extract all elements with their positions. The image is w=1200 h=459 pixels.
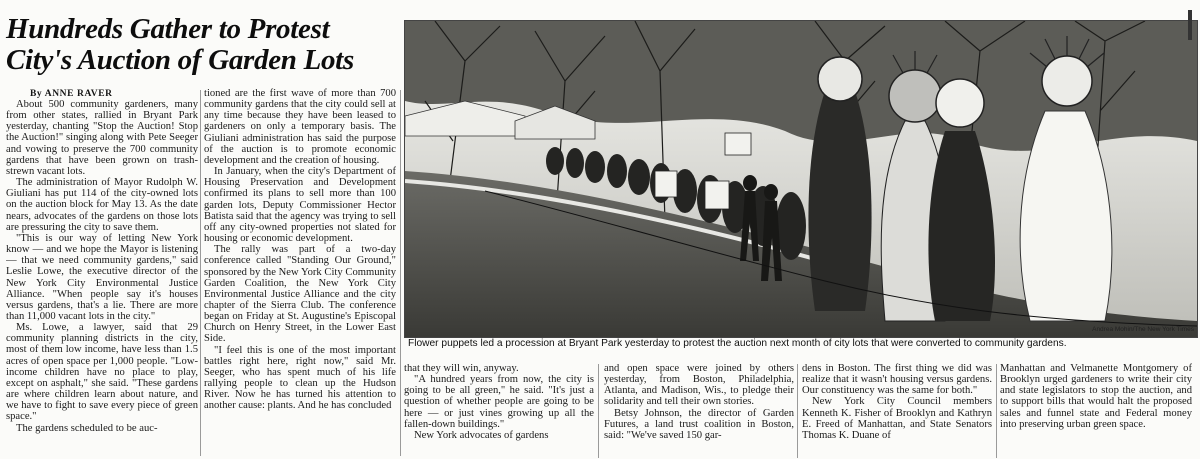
- photo-credit: Andrea Mohin/The New York Times: [1092, 326, 1194, 333]
- headline: [6, 14, 402, 76]
- paragraph: and open space were joined by others yesterday, from Boston, Philadelphia, Atlanta, and Madison, Wis., to pledge their solidarity and tell their own stories.: [604, 363, 794, 408]
- scan-mark: [1188, 10, 1192, 40]
- article-column-5: [802, 363, 992, 459]
- column-rule: [598, 364, 599, 458]
- paragraph: Manhattan and Velmanette Montgomery of Brooklyn urged gardeners to write their city and state legislators to stop the auction, and to support bills that would halt the proposed sales and funnel state and Federal money into preserving urban green space.: [1000, 363, 1192, 430]
- article-column-4: [604, 363, 794, 459]
- column-rule: [996, 364, 997, 458]
- protest-photo: [404, 20, 1198, 338]
- paragraph: In January, when the city's Department of Housing Preservation and Development confirmed its plans to sell more than 100 garden lots, Deputy Commissioner Hector Batista said that the agency was trying to sell off any city-owned properties not slated for housing or economic development.: [204, 166, 396, 245]
- paragraph: The gardens scheduled to be auc-: [16, 422, 158, 434]
- procession-image: [405, 21, 1197, 337]
- paragraph: The administration of Mayor Rudolph W. Giuliani has put 114 of the city-owned lots on the auction block for May 13. As the date nears, advocates of the gardens on those lots are pressuring the city to save them.: [6, 177, 198, 233]
- column-rule: [400, 90, 401, 456]
- byline: By ANNE RAVER: [30, 89, 113, 99]
- article-column-6: [1000, 363, 1192, 459]
- headline-line-1: Hundreds Gather to Protest: [6, 13, 330, 45]
- headline-line-2: City's Auction of Garden Lots: [6, 44, 354, 76]
- article-column-3: [404, 363, 594, 459]
- paragraph: that they will win, anyway.: [404, 363, 519, 374]
- photo-caption: Flower puppets led a procession at Bryant Park yesterday to protest the auction next month of city lots that were converted to community gardens.: [408, 338, 1067, 349]
- paragraph: "This is our way of letting New York know — and we hope the Mayor is listening — that we need community gardens," said Leslie Lowe, the executive director of the New York City Environmental Justice Alliance. "When people say it's houses versus gardens, that's a lie. There are more than 11,000 vacant lots in the city.": [6, 232, 198, 322]
- paragraph: Betsy Johnson, the director of Garden Futures, a land trust coalition in Boston, said: "We've saved 150 gar-: [604, 407, 794, 441]
- article-column-1: [6, 99, 198, 457]
- article-column-2: [204, 88, 396, 457]
- paragraph: "A hundred years from now, the city is going to be all green," he said. "It's just a question of whether people are going to be here — or just vines growing up all the fallen-down buildings.": [404, 374, 594, 430]
- paragraph: About 500 community gardeners, many from other states, rallied in Bryant Park yesterday, chanting "Stop the Auction! Stop the Auction!" singing along with Pete Seeger and vowing to preserve the 700 community gardens that have been grown on trash-strewn vacant lots.: [6, 99, 198, 177]
- column-rule: [797, 364, 798, 458]
- paragraph: dens in Boston. The first thing we did was realize that it wasn't housing versus gardens. Our constituency was the same for both.": [802, 363, 992, 397]
- paragraph: New York City Council members Kenneth K. Fisher of Brooklyn and Kathryn E. Freed of Manhattan, and State Senators Thomas K. Duane of: [802, 396, 992, 441]
- paragraph: "I feel this is one of the most important battles right here, right now," said Mr. Seeger, who has spent much of his life rallying people to clean up the Hudson River. Now he has turned his attention to another cause: plants. And he has concluded: [204, 344, 396, 412]
- paragraph: The rally was part of a two-day conference called "Standing Our Ground," sponsored by the New York City Community Garden Coalition, the New York City Environmental Justice Alliance and the city chapter of the Sierra Club. The conference began on Friday at St. Augustine's Episcopal Church on Henry Street, in the Lower East Side.: [204, 244, 396, 345]
- paragraph: Ms. Lowe, a lawyer, said that 29 community planning districts in the city, most of them low income, have less than 1.5 acres of open space per 1,000 people. "Low-income children have no place to play, except on asphalt," she said. "These gardens are where children learn about nature, and we have to fight to save every piece of green space.": [6, 322, 198, 423]
- paragraph: New York advocates of gardens: [414, 429, 549, 441]
- paragraph: tioned are the first wave of more than 700 community gardens that the city could sell at any time because they have been leased to gardeners on only a temporary basis. The Giuliani administration has said the purpose of the auction is to promote economic development and the creation of housing.: [204, 88, 396, 166]
- column-rule: [200, 90, 201, 456]
